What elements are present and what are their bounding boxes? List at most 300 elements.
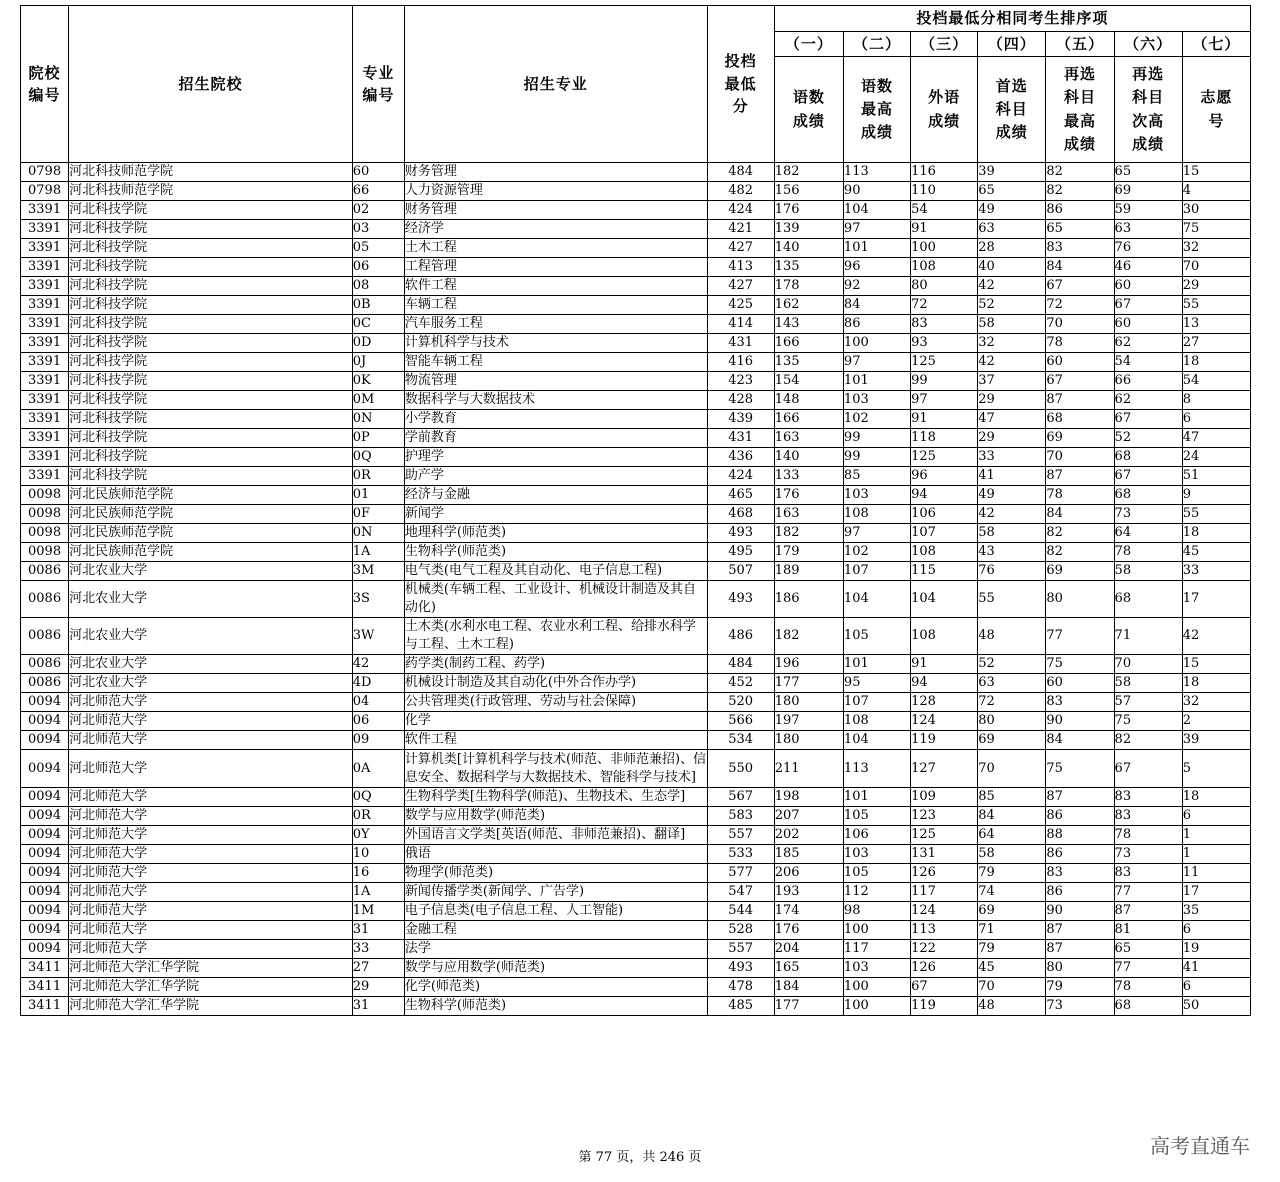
school-name-cell: 河北科技学院 [69, 429, 353, 448]
major-name-cell: 助产学 [404, 467, 707, 486]
rank3-cell: 107 [911, 524, 978, 543]
min-score-cell: 436 [707, 448, 774, 467]
rank2-cell: 101 [843, 372, 910, 391]
school-code-cell: 0094 [21, 902, 69, 921]
major-code-cell: 0N [352, 524, 404, 543]
rank3-cell: 97 [911, 391, 978, 410]
major-name-cell: 人力资源管理 [404, 182, 707, 201]
rank1-cell: 154 [774, 372, 843, 391]
rank1-cell: 180 [774, 693, 843, 712]
school-name-cell: 河北师范大学汇华学院 [69, 959, 353, 978]
min-score-cell: 427 [707, 277, 774, 296]
school-code-cell: 3391 [21, 201, 69, 220]
rank2-cell: 113 [843, 750, 910, 788]
rank2-cell: 113 [843, 163, 910, 182]
rank4-cell: 79 [978, 864, 1046, 883]
rank1-cell: 165 [774, 959, 843, 978]
rank4-cell: 42 [978, 353, 1046, 372]
table-row [21, 997, 1251, 1016]
school-name-cell: 河北农业大学 [69, 581, 353, 618]
rank4-cell: 40 [978, 258, 1046, 277]
school-name-cell: 河北师范大学汇华学院 [69, 997, 353, 1016]
table-row [21, 182, 1251, 201]
min-score-cell: 465 [707, 486, 774, 505]
rank5-cell: 84 [1046, 731, 1114, 750]
major-code-cell: 0F [352, 505, 404, 524]
rank1-cell: 185 [774, 845, 843, 864]
school-name-cell: 河北师范大学 [69, 826, 353, 845]
rank6-cell: 66 [1114, 372, 1182, 391]
rank5-cell: 79 [1046, 978, 1114, 997]
rank3-cell: 125 [911, 353, 978, 372]
min-score-cell: 577 [707, 864, 774, 883]
rank7-cell: 41 [1182, 959, 1250, 978]
school-code-cell: 0094 [21, 921, 69, 940]
min-score-cell: 416 [707, 353, 774, 372]
header-group-title: 投档最低分相同考生排序项 [774, 6, 1250, 32]
min-score-cell: 439 [707, 410, 774, 429]
rank1-cell: 178 [774, 277, 843, 296]
rank3-cell: 104 [911, 581, 978, 618]
major-name-cell: 机械类(车辆工程、工业设计、机械设计制造及其自动化) [404, 581, 707, 618]
rank2-cell: 101 [843, 239, 910, 258]
rank4-cell: 49 [978, 486, 1046, 505]
rank6-cell: 69 [1114, 182, 1182, 201]
table-row [21, 618, 1251, 655]
rank3-cell: 127 [911, 750, 978, 788]
rank3-cell: 128 [911, 693, 978, 712]
rank6-cell: 67 [1114, 750, 1182, 788]
rank1-cell: 184 [774, 978, 843, 997]
table-row [21, 429, 1251, 448]
rank4-cell: 41 [978, 467, 1046, 486]
min-score-cell: 493 [707, 581, 774, 618]
school-code-cell: 3391 [21, 353, 69, 372]
major-name-cell: 物流管理 [404, 372, 707, 391]
school-code-cell: 0094 [21, 845, 69, 864]
rank5-cell: 78 [1046, 334, 1114, 353]
rank4-cell: 29 [978, 391, 1046, 410]
rank5-cell: 87 [1046, 391, 1114, 410]
rank2-cell: 99 [843, 429, 910, 448]
school-name-cell: 河北科技学院 [69, 220, 353, 239]
table-row [21, 581, 1251, 618]
school-name-cell: 河北师范大学 [69, 750, 353, 788]
major-name-cell: 学前教育 [404, 429, 707, 448]
rank5-cell: 60 [1046, 674, 1114, 693]
rank2-cell: 102 [843, 543, 910, 562]
rank6-cell: 70 [1114, 655, 1182, 674]
rank2-cell: 104 [843, 581, 910, 618]
rank1-cell: 148 [774, 391, 843, 410]
major-name-cell: 土木类(水利水电工程、农业水利工程、给排水科学与工程、土木工程) [404, 618, 707, 655]
rank5-cell: 72 [1046, 296, 1114, 315]
rank6-cell: 77 [1114, 959, 1182, 978]
major-name-cell: 俄语 [404, 845, 707, 864]
rank6-cell: 68 [1114, 486, 1182, 505]
header-major-code: 专业编号 [352, 6, 404, 163]
rank7-cell: 13 [1182, 315, 1250, 334]
rank6-cell: 59 [1114, 201, 1182, 220]
major-name-cell: 生物科学类[生物科学(师范)、生物技术、生态学] [404, 788, 707, 807]
table-row [21, 902, 1251, 921]
major-name-cell: 机械设计制造及其自动化(中外合作办学) [404, 674, 707, 693]
table-row [21, 731, 1251, 750]
rank6-cell: 64 [1114, 524, 1182, 543]
rank2-cell: 92 [843, 277, 910, 296]
rank7-cell: 19 [1182, 940, 1250, 959]
rank4-cell: 58 [978, 845, 1046, 864]
rank1-cell: 166 [774, 410, 843, 429]
school-name-cell: 河北师范大学 [69, 902, 353, 921]
school-name-cell: 河北师范大学 [69, 864, 353, 883]
rank2-cell: 97 [843, 220, 910, 239]
header-rank-6: （六） [1114, 32, 1182, 57]
rank5-cell: 80 [1046, 581, 1114, 618]
school-code-cell: 0094 [21, 864, 69, 883]
rank1-cell: 140 [774, 448, 843, 467]
rank7-cell: 6 [1182, 978, 1250, 997]
rank5-cell: 84 [1046, 258, 1114, 277]
rank5-cell: 68 [1046, 410, 1114, 429]
rank1-cell: 163 [774, 429, 843, 448]
header-rank-3: （三） [911, 32, 978, 57]
rank2-cell: 100 [843, 997, 910, 1016]
rank3-cell: 93 [911, 334, 978, 353]
rank1-cell: 211 [774, 750, 843, 788]
rank1-cell: 139 [774, 220, 843, 239]
rank4-cell: 58 [978, 315, 1046, 334]
rank1-cell: 174 [774, 902, 843, 921]
header-school-name: 招生院校 [69, 6, 353, 163]
school-name-cell: 河北民族师范学院 [69, 543, 353, 562]
rank6-cell: 76 [1114, 239, 1182, 258]
rank2-cell: 85 [843, 467, 910, 486]
min-score-cell: 482 [707, 182, 774, 201]
min-score-cell: 486 [707, 618, 774, 655]
rank2-cell: 97 [843, 524, 910, 543]
major-code-cell: 1M [352, 902, 404, 921]
major-name-cell: 软件工程 [404, 731, 707, 750]
min-score-cell: 428 [707, 391, 774, 410]
rank3-cell: 125 [911, 448, 978, 467]
rank7-cell: 29 [1182, 277, 1250, 296]
school-name-cell: 河北师范大学 [69, 731, 353, 750]
major-code-cell: 66 [352, 182, 404, 201]
rank3-cell: 67 [911, 978, 978, 997]
school-name-cell: 河北师范大学 [69, 845, 353, 864]
major-code-cell: 4D [352, 674, 404, 693]
major-name-cell: 护理学 [404, 448, 707, 467]
school-code-cell: 3391 [21, 315, 69, 334]
min-score-cell: 424 [707, 201, 774, 220]
table-row [21, 826, 1251, 845]
rank2-cell: 105 [843, 807, 910, 826]
rank5-cell: 90 [1046, 712, 1114, 731]
rank7-cell: 17 [1182, 581, 1250, 618]
rank4-cell: 71 [978, 921, 1046, 940]
rank5-cell: 77 [1046, 618, 1114, 655]
rank3-cell: 118 [911, 429, 978, 448]
major-name-cell: 智能车辆工程 [404, 353, 707, 372]
rank3-cell: 94 [911, 486, 978, 505]
rank4-cell: 70 [978, 750, 1046, 788]
school-code-cell: 0094 [21, 750, 69, 788]
school-code-cell: 0086 [21, 618, 69, 655]
rank5-cell: 82 [1046, 182, 1114, 201]
rank4-cell: 79 [978, 940, 1046, 959]
rank2-cell: 84 [843, 296, 910, 315]
rank6-cell: 73 [1114, 845, 1182, 864]
major-name-cell: 地理科学(师范类) [404, 524, 707, 543]
header-rank-label-7: 志愿号 [1182, 57, 1250, 163]
school-code-cell: 0798 [21, 163, 69, 182]
rank3-cell: 80 [911, 277, 978, 296]
table-row [21, 807, 1251, 826]
major-code-cell: 0N [352, 410, 404, 429]
rank7-cell: 33 [1182, 562, 1250, 581]
rank3-cell: 72 [911, 296, 978, 315]
major-code-cell: 06 [352, 258, 404, 277]
watermark: 高考直通车 [1150, 1134, 1250, 1158]
rank1-cell: 176 [774, 921, 843, 940]
header-min-score: 投档最低分 [707, 6, 774, 163]
rank2-cell: 90 [843, 182, 910, 201]
school-name-cell: 河北科技学院 [69, 201, 353, 220]
rank6-cell: 75 [1114, 712, 1182, 731]
rank1-cell: 177 [774, 674, 843, 693]
rank6-cell: 52 [1114, 429, 1182, 448]
rank4-cell: 70 [978, 978, 1046, 997]
school-code-cell: 3391 [21, 372, 69, 391]
rank4-cell: 58 [978, 524, 1046, 543]
min-score-cell: 557 [707, 940, 774, 959]
major-code-cell: 31 [352, 997, 404, 1016]
major-code-cell: 04 [352, 693, 404, 712]
rank7-cell: 27 [1182, 334, 1250, 353]
min-score-cell: 495 [707, 543, 774, 562]
rank1-cell: 176 [774, 201, 843, 220]
rank4-cell: 42 [978, 277, 1046, 296]
rank4-cell: 69 [978, 902, 1046, 921]
min-score-cell: 493 [707, 959, 774, 978]
rank2-cell: 103 [843, 845, 910, 864]
school-name-cell: 河北民族师范学院 [69, 524, 353, 543]
rank3-cell: 125 [911, 826, 978, 845]
major-name-cell: 生物科学(师范类) [404, 997, 707, 1016]
major-code-cell: 16 [352, 864, 404, 883]
rank6-cell: 73 [1114, 505, 1182, 524]
rank4-cell: 72 [978, 693, 1046, 712]
school-code-cell: 0094 [21, 788, 69, 807]
min-score-cell: 478 [707, 978, 774, 997]
major-code-cell: 02 [352, 201, 404, 220]
major-name-cell: 汽车服务工程 [404, 315, 707, 334]
rank2-cell: 100 [843, 334, 910, 353]
rank3-cell: 83 [911, 315, 978, 334]
rank7-cell: 11 [1182, 864, 1250, 883]
rank1-cell: 182 [774, 618, 843, 655]
rank7-cell: 30 [1182, 201, 1250, 220]
min-score-cell: 424 [707, 467, 774, 486]
min-score-cell: 533 [707, 845, 774, 864]
rank2-cell: 103 [843, 959, 910, 978]
rank5-cell: 80 [1046, 959, 1114, 978]
rank3-cell: 91 [911, 220, 978, 239]
rank7-cell: 1 [1182, 826, 1250, 845]
school-code-cell: 3411 [21, 959, 69, 978]
rank2-cell: 117 [843, 940, 910, 959]
school-code-cell: 0094 [21, 712, 69, 731]
rank5-cell: 87 [1046, 940, 1114, 959]
rank5-cell: 69 [1046, 429, 1114, 448]
major-code-cell: 31 [352, 921, 404, 940]
table-row [21, 353, 1251, 372]
school-name-cell: 河北科技学院 [69, 410, 353, 429]
rank2-cell: 103 [843, 486, 910, 505]
rank5-cell: 67 [1046, 277, 1114, 296]
rank1-cell: 180 [774, 731, 843, 750]
rank2-cell: 112 [843, 883, 910, 902]
major-name-cell: 工程管理 [404, 258, 707, 277]
rank5-cell: 87 [1046, 921, 1114, 940]
rank1-cell: 166 [774, 334, 843, 353]
major-name-cell: 外国语言文学类[英语(师范、非师范兼招)、翻译] [404, 826, 707, 845]
header-rank-7: （七） [1182, 32, 1250, 57]
table-row [21, 674, 1251, 693]
header-rank-label-4: 首选科目成绩 [978, 57, 1046, 163]
school-code-cell: 0098 [21, 486, 69, 505]
school-name-cell: 河北科技学院 [69, 239, 353, 258]
table-row [21, 543, 1251, 562]
major-code-cell: 0C [352, 315, 404, 334]
major-code-cell: 33 [352, 940, 404, 959]
rank7-cell: 17 [1182, 883, 1250, 902]
table-row [21, 296, 1251, 315]
rank7-cell: 18 [1182, 524, 1250, 543]
table-row [21, 959, 1251, 978]
rank7-cell: 18 [1182, 788, 1250, 807]
rank4-cell: 63 [978, 674, 1046, 693]
school-name-cell: 河北科技学院 [69, 296, 353, 315]
rank1-cell: 156 [774, 182, 843, 201]
rank1-cell: 182 [774, 524, 843, 543]
rank6-cell: 60 [1114, 315, 1182, 334]
page-footer: 第 77 页，共 246 页 [578, 1150, 702, 1165]
min-score-cell: 567 [707, 788, 774, 807]
rank6-cell: 71 [1114, 618, 1182, 655]
rank1-cell: 193 [774, 883, 843, 902]
rank3-cell: 131 [911, 845, 978, 864]
school-code-cell: 3391 [21, 448, 69, 467]
rank4-cell: 74 [978, 883, 1046, 902]
header-rank-label-6: 再选科目次高成绩 [1114, 57, 1182, 163]
header-rank-label-2: 语数最高成绩 [843, 57, 910, 163]
major-code-cell: 0Q [352, 788, 404, 807]
school-name-cell: 河北科技学院 [69, 467, 353, 486]
rank7-cell: 8 [1182, 391, 1250, 410]
rank2-cell: 99 [843, 448, 910, 467]
major-code-cell: 10 [352, 845, 404, 864]
rank5-cell: 82 [1046, 543, 1114, 562]
table-row [21, 220, 1251, 239]
header-major-name: 招生专业 [404, 6, 707, 163]
rank7-cell: 55 [1182, 505, 1250, 524]
rank3-cell: 54 [911, 201, 978, 220]
rank6-cell: 82 [1114, 731, 1182, 750]
school-name-cell: 河北师范大学 [69, 788, 353, 807]
rank5-cell: 88 [1046, 826, 1114, 845]
major-name-cell: 计算机类[计算机科学与技术(师范、非师范兼招)、信息安全、数据科学与大数据技术、智能科学与技术] [404, 750, 707, 788]
rank7-cell: 1 [1182, 845, 1250, 864]
rank7-cell: 5 [1182, 750, 1250, 788]
school-name-cell: 河北师范大学 [69, 940, 353, 959]
major-code-cell: 0A [352, 750, 404, 788]
min-score-cell: 427 [707, 239, 774, 258]
rank6-cell: 67 [1114, 296, 1182, 315]
rank7-cell: 51 [1182, 467, 1250, 486]
rank2-cell: 103 [843, 391, 910, 410]
rank1-cell: 182 [774, 163, 843, 182]
major-name-cell: 化学(师范类) [404, 978, 707, 997]
rank7-cell: 45 [1182, 543, 1250, 562]
school-name-cell: 河北民族师范学院 [69, 505, 353, 524]
table-row [21, 883, 1251, 902]
rank7-cell: 15 [1182, 163, 1250, 182]
min-score-cell: 583 [707, 807, 774, 826]
school-code-cell: 3411 [21, 978, 69, 997]
major-name-cell: 土木工程 [404, 239, 707, 258]
school-name-cell: 河北农业大学 [69, 655, 353, 674]
rank4-cell: 84 [978, 807, 1046, 826]
major-code-cell: 08 [352, 277, 404, 296]
major-code-cell: 42 [352, 655, 404, 674]
rank5-cell: 86 [1046, 883, 1114, 902]
rank4-cell: 32 [978, 334, 1046, 353]
rank7-cell: 32 [1182, 693, 1250, 712]
rank1-cell: 143 [774, 315, 843, 334]
rank7-cell: 75 [1182, 220, 1250, 239]
rank3-cell: 122 [911, 940, 978, 959]
table-row [21, 467, 1251, 486]
school-code-cell: 0094 [21, 693, 69, 712]
rank7-cell: 32 [1182, 239, 1250, 258]
major-code-cell: 0Y [352, 826, 404, 845]
school-code-cell: 3391 [21, 429, 69, 448]
rank4-cell: 85 [978, 788, 1046, 807]
rank6-cell: 78 [1114, 978, 1182, 997]
rank2-cell: 105 [843, 618, 910, 655]
rank2-cell: 96 [843, 258, 910, 277]
rank1-cell: 140 [774, 239, 843, 258]
major-code-cell: 0K [352, 372, 404, 391]
rank6-cell: 62 [1114, 334, 1182, 353]
rank3-cell: 108 [911, 543, 978, 562]
rank5-cell: 87 [1046, 467, 1114, 486]
major-name-cell: 电子信息类(电子信息工程、人工智能) [404, 902, 707, 921]
rank7-cell: 42 [1182, 618, 1250, 655]
school-code-cell: 0086 [21, 581, 69, 618]
rank7-cell: 18 [1182, 353, 1250, 372]
rank5-cell: 82 [1046, 163, 1114, 182]
school-name-cell: 河北科技学院 [69, 372, 353, 391]
min-score-cell: 557 [707, 826, 774, 845]
rank5-cell: 73 [1046, 997, 1114, 1016]
school-code-cell: 3391 [21, 334, 69, 353]
rank1-cell: 176 [774, 486, 843, 505]
table-row [21, 372, 1251, 391]
rank7-cell: 15 [1182, 655, 1250, 674]
